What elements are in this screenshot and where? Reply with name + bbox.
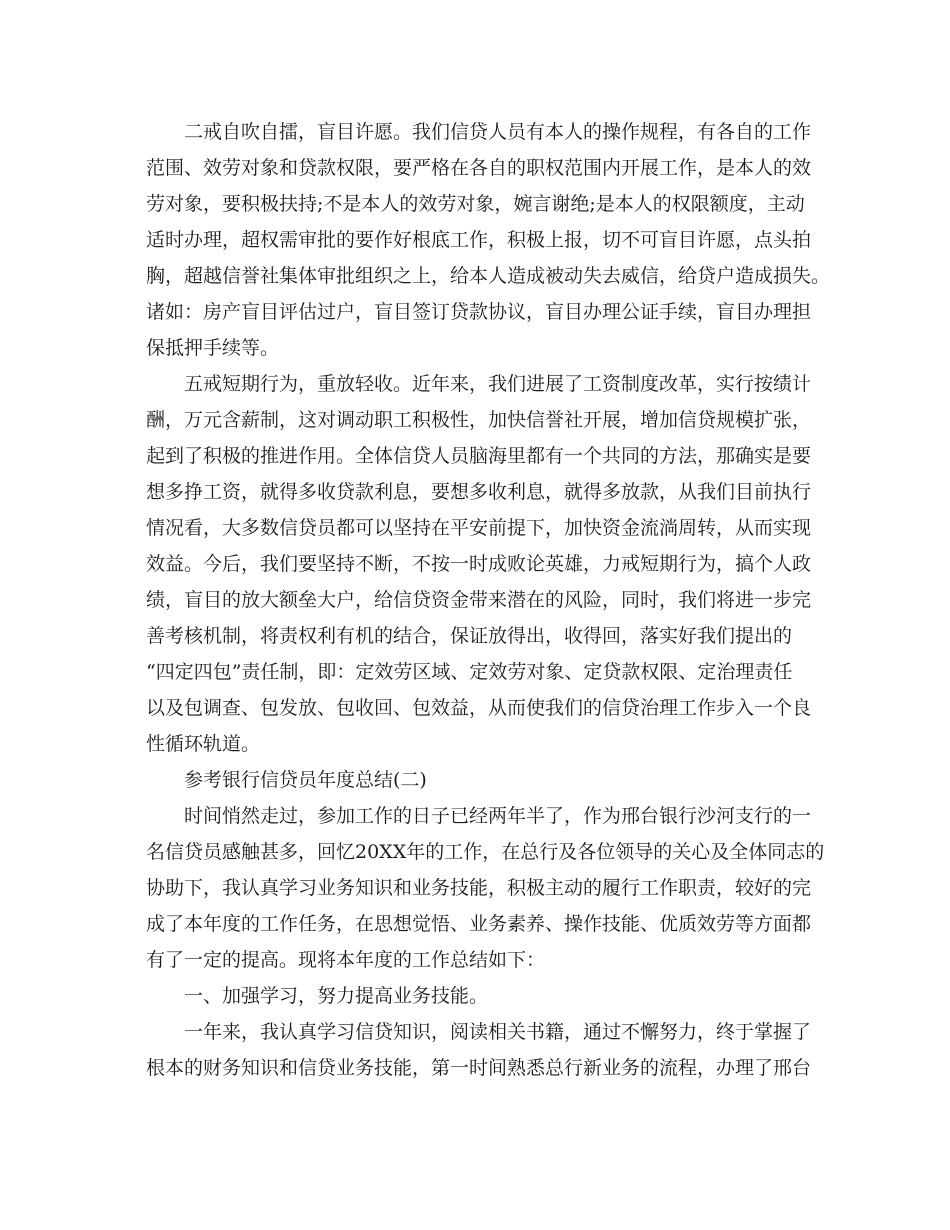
text-line: 名信贷员感触甚多，回忆20XX年的工作，在总行及各位领导的关心及全体同志的 (146, 841, 825, 863)
document-body (146, 114, 831, 1086)
text-line: 协助下，我认真学习业务知识和业务技能，积极主动的履行工作职责，较好的完 (146, 877, 812, 899)
text-line: 根本的财务知识和信贷业务技能，第一时间熟悉总行新业务的流程，办理了邢台 (146, 1057, 812, 1079)
text-line: 情况看，大多数信贷员都可以坚持在平安前提下，加快资金流淌周转，从而实现 (146, 517, 812, 539)
text-line: 成了本年度的工作任务，在思想觉悟、业务素养、操作技能、优质效劳等方面都 (146, 913, 812, 935)
text-line: 想多挣工资，就得多收贷款利息，要想多收利息，就得多放款，从我们目前执行 (146, 481, 812, 503)
text-line: 二戒自吹自擂，盲目许愿。我们信贷人员有本人的操作规程，有各自的工作 (184, 121, 812, 143)
text-line: 绩，盲目的放大额垒大户，给信贷资金带来潜在的风险，同时，我们将进一步完 (146, 589, 812, 611)
text-line: 保抵押手续等。 (146, 337, 280, 359)
text-line: 适时办理，超权需审批的要作好根底工作，积极上报，切不可盲目许愿，点头拍 (146, 229, 812, 251)
text-line: 五戒短期行为，重放轻收。近年来，我们进展了工资制度改革，实行按绩计 (184, 373, 812, 395)
text-line: 劳对象，要积极扶持;不是本人的效劳对象，婉言谢绝;是本人的权限额度，主动 (146, 193, 805, 215)
text-line: 一、加强学习，努力提高业务技能。 (184, 985, 489, 1007)
text-line: 范围、效劳对象和贷款权限，要严格在各自的职权范围内开展工作，是本人的效 (146, 157, 812, 179)
text-line: 效益。今后，我们要坚持不断，不按一时成败论英雄，力戒短期行为，搞个人政 (146, 553, 812, 575)
text-line: 时间悄然走过，参加工作的日子已经两年半了，作为邢台银行沙河支行的一 (184, 805, 812, 827)
text-line: 参考银行信贷员年度总结(二) (184, 769, 427, 791)
text-line: 善考核机制，将责权利有机的结合，保证放得出，收得回，落实好我们提出的 (146, 625, 793, 647)
text-line: 诸如：房产盲目评估过户，盲目签订贷款协议，盲目办理公证手续，盲目办理担 (146, 301, 812, 323)
text-line: 以及包调查、包发放、包收回、包效益，从而使我们的信贷治理工作步入一个良 (146, 697, 812, 719)
text-line: “四定四包”责任制，即：定效劳区域、定效劳对象、定贷款权限、定治理责任 (146, 661, 793, 683)
text-line: 起到了积极的推进作用。全体信贷人员脑海里都有一个共同的方法，那确实是要 (146, 445, 812, 467)
text-line: 酬，万元含薪制，这对调动职工积极性，加快信誉社开展，增加信贷规模扩张， (146, 409, 812, 431)
text-line: 一年来，我认真学习信贷知识，阅读相关书籍，通过不懈努力，终于掌握了 (184, 1021, 812, 1043)
text-line: 有了一定的提高。现将本年度的工作总结如下： (146, 949, 546, 971)
text-line: 性循环轨道。 (146, 733, 261, 755)
text-line: 胸，超越信誉社集体审批组织之上，给本人造成被动失去威信，给贷户造成损失。 (146, 265, 831, 287)
